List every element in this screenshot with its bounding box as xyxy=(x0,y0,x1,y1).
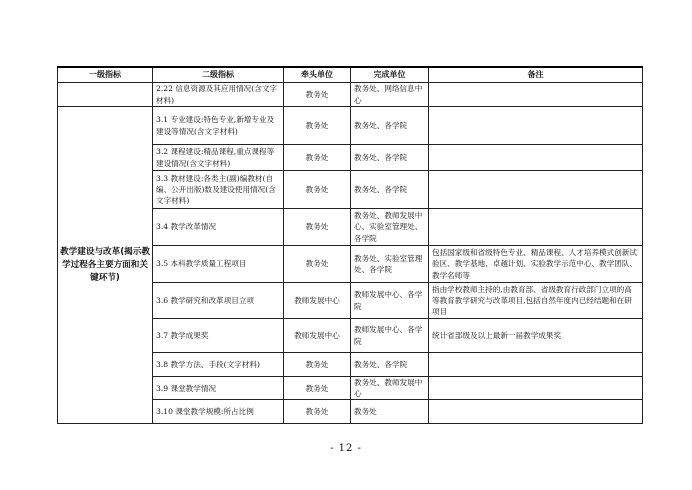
lead-unit-cell: 教务处 xyxy=(284,377,351,400)
note-cell: 指由学校教师主持的,由教育部、省级教育行政部门立项的高等教育教学研究与改革项目,包括自然年度内已经结题和在研项目 xyxy=(429,283,643,319)
lead-unit-cell: 教师发展中心 xyxy=(284,283,351,319)
lead-unit-cell: 教务处 xyxy=(284,353,351,377)
indicator-cell: 3.1 专业建设:特色专业,新增专业及建设等情况(含文字材料) xyxy=(153,107,284,145)
complete-unit-cell: 教师发展中心、各学院 xyxy=(351,283,429,319)
lead-unit-cell: 教务处 xyxy=(284,400,351,424)
page-number: - 12 - xyxy=(330,443,362,454)
indicator-cell: 3.7 教学成果奖 xyxy=(153,319,284,353)
header-level2: 二级指标 xyxy=(153,67,284,83)
note-cell xyxy=(429,400,643,424)
level1-indicator: 教学建设与改革(揭示教学过程各主要方面和关键环节) xyxy=(58,107,153,424)
note-cell xyxy=(429,377,643,400)
lead-unit-cell: 教务处 xyxy=(284,145,351,171)
indicator-cell: 3.9 课堂教学情况 xyxy=(153,377,284,400)
indicator-cell: 3.8 教学方法、手段(文字材料) xyxy=(153,353,284,377)
lead-unit-cell: 教务处 xyxy=(284,107,351,145)
indicator-cell: 3.3 教材建设:各类主(副)编教材(自编、公开出版)数及建设使用情况(含文字材料) xyxy=(153,171,284,209)
complete-unit-cell: 教务处、各学院 xyxy=(351,145,429,171)
complete-unit-cell: 教务处、各学院 xyxy=(351,353,429,377)
indicator-cell: 3.2 课程建设:精品课程,重点课程等建设情况(含文字材料) xyxy=(153,145,284,171)
note-cell xyxy=(429,353,643,377)
indicator-cell: 3.5 本科教学质量工程项目 xyxy=(153,246,284,283)
note-cell: 统计省部级及以上最新一届教学成果奖 xyxy=(429,319,643,353)
note-cell xyxy=(429,145,643,171)
lead-unit-cell: 教师发展中心 xyxy=(284,319,351,353)
complete-unit-cell: 教务处、各学院 xyxy=(351,171,429,209)
table-row xyxy=(58,83,643,107)
indicator-cell: 3.4 教学改革情况 xyxy=(153,209,284,246)
note-cell xyxy=(429,107,643,145)
header-notes: 备注 xyxy=(429,67,643,83)
indicator-cell: 3.10 课堂教学规模:所占比例 xyxy=(153,400,284,424)
note-cell xyxy=(429,83,643,107)
lead-unit-cell: 教务处 xyxy=(284,209,351,246)
lead-unit-cell: 教务处 xyxy=(284,83,351,107)
note-cell xyxy=(429,209,643,246)
complete-unit-cell: 教务处、实验室管理处、各学院 xyxy=(351,246,429,283)
complete-unit-cell: 教务处、各学院 xyxy=(351,107,429,145)
indicator-table xyxy=(57,66,643,424)
complete-unit-cell: 教务处、教师发展中心、实验室管理处、各学院 xyxy=(351,209,429,246)
complete-unit-cell: 教务处、网络信息中心 xyxy=(351,83,429,107)
header-lead-unit: 牵头单位 xyxy=(284,67,351,83)
header-complete-unit: 完成单位 xyxy=(351,67,429,83)
lead-unit-cell: 教务处 xyxy=(284,171,351,209)
header-level1: 一级指标 xyxy=(58,67,153,83)
indicator-cell: 3.6 教学研究和改革项目立项 xyxy=(153,283,284,319)
lead-unit-cell: 教务处 xyxy=(284,246,351,283)
table-header-row xyxy=(58,67,643,83)
table-row xyxy=(58,107,643,145)
note-cell: 包括国家级和省级特色专业、精品课程、人才培养模式创新试验区、教学基地、卓越计划、实验教学示范中心、教学团队、教学名师等 xyxy=(429,246,643,283)
indicator-cell: 2.22 信息资源及其应用情况(含文字材料) xyxy=(153,83,284,107)
complete-unit-cell: 教务处、教师发展中心 xyxy=(351,377,429,400)
note-cell xyxy=(429,171,643,209)
level1-cell-empty xyxy=(58,83,153,107)
complete-unit-cell: 教务处 xyxy=(351,400,429,424)
complete-unit-cell: 教师发展中心、各学院 xyxy=(351,319,429,353)
